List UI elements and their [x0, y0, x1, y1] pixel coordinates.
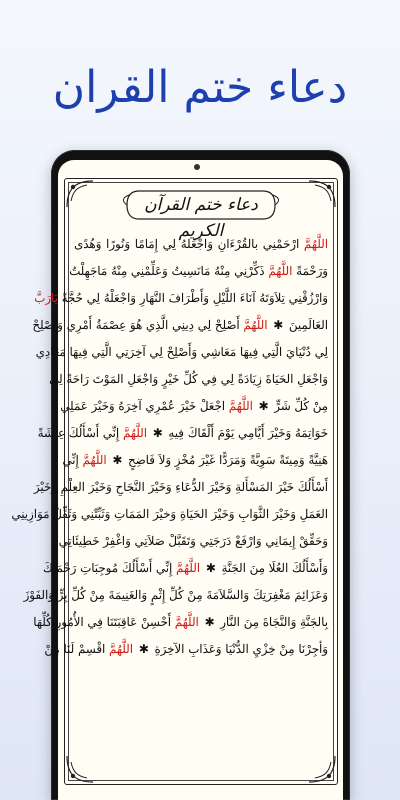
prayer-line	[23, 582, 328, 609]
corner-ornament-icon	[307, 179, 337, 209]
invocation-highlight: اللَّهُمَّ	[243, 318, 268, 332]
prayer-text-segment: إِنِّي أَسْأَلُكَ مُوجِبَاتِ رَحْمَتِكَ	[43, 561, 177, 575]
prayer-text-segment: وَأَسْأَلُكَ العُلَا مِنَ الجَنَّةِ	[217, 561, 328, 575]
invocation-highlight: اللَّهُمَّ	[303, 237, 328, 251]
prayer-line	[35, 339, 328, 366]
book-heading: دعاء ختم القرآن الكريم	[144, 195, 258, 241]
prayer-line	[43, 555, 328, 582]
prayer-text-segment: العَمَلِ وَخَيْرَ الثَّوَابِ وَخَيْرَ الحَيَاةِ وَخيْرَ المَمَاتِ وَثَبِّتْنِي وَثَقِّلْ مَوَازِينِي	[11, 507, 328, 521]
invocation-highlight: اللَّهُمَّ	[108, 642, 134, 656]
invocation-highlight: اللَّهُمَّ	[228, 399, 253, 413]
prayer-text-segment: خَوَاتِمَهُ وَخَيْرَ أَيَّامِي يَوْمَ أَلْقَاكَ فِيهِ	[164, 426, 328, 440]
prayer-text-segment: العَالَمِينَ	[285, 318, 328, 332]
prayer-line	[44, 636, 328, 663]
star-separator-icon: ✱	[112, 453, 123, 467]
prayer-text-segment: وَرَحْمَةً	[292, 264, 328, 278]
prayer-text-segment: وَحَقِّقْ إِيمَانِي وَارْفَعْ دَرَجَتِي وَتَقَبَّلْ صَلاَتِي وَاغْفِرْ خَطِيئَاتِي	[58, 534, 328, 548]
prayer-text-segment: ارْحَمْنِي بالقُرْءَانِ وَاجْعَلهُ لِي إِمَامًا وَنُورًا وَهُدًى	[74, 237, 304, 251]
page-frame	[11, 178, 338, 785]
prayer-text-segment: ذَكِّرْنِي مِنْهُ مَانَسِيتُ وَعَلِّمْنِي مِنْهُ مَاجَهِلْتُ	[69, 264, 269, 278]
prayer-line	[33, 609, 328, 636]
star-separator-icon: ✱	[273, 318, 284, 332]
prayer-line	[60, 393, 328, 420]
page-title: دعاء ختم القران	[52, 62, 348, 113]
prayer-text-segment: لِي دُنْيَايَ الَّتِي فِيهَا مَعَاشِي وَأَصْلِحْ لِي آخِرَتِي الَّتِي فِيهَا مَعَادِي	[35, 345, 328, 359]
prayer-line	[11, 501, 328, 528]
prayer-line	[32, 312, 328, 339]
prayer-text	[11, 231, 328, 663]
prayer-text-segment: بِالجَنَّةِ وَالنَّجَاةَ مِنَ النَّارِ	[216, 615, 328, 629]
prayer-text-segment: أَحْسِنْ عَاقِبَتَنَا فِي الأُمُورِ كُلِّهَا	[33, 615, 175, 629]
prayer-text-segment: وَارْزُقْنِي تِلاَوَتَهُ آنَاءَ اللَّيْلِ وَأَطْرَافَ النَّهَارِ وَاجْعَلْهُ لِي حُجَّةً	[57, 291, 328, 305]
prayer-text-segment: هَنِيَّةً وَمِيتَةً سَوِيَّةً وَمَرَدًّا غَيْرَ مُخْزٍ وَلاَ فَاضِحٍ	[124, 453, 328, 467]
star-separator-icon: ✱	[204, 615, 215, 629]
invocation-highlight: اللَّهُمَّ	[122, 426, 148, 440]
invocation-highlight: اللَّهُمَّ	[174, 615, 199, 629]
prayer-text-segment: وَأجِرْنَا مِنْ خِزْيِ الدُّنْيَا وَعَذَابِ الآخِرَةِ	[150, 642, 328, 656]
phone-screen[interactable]	[11, 160, 343, 800]
prayer-text-segment: اجْعَلْ خَيْرَ عُمْرِي آخِرَهُ وَخَيْرَ عَمَلِي	[60, 399, 229, 413]
prayer-line	[49, 366, 328, 393]
prayer-line	[34, 285, 328, 312]
front-camera-icon	[194, 164, 200, 170]
star-separator-icon: ✱	[258, 399, 269, 413]
prayer-text-segment: إِنِّي	[62, 453, 83, 467]
prayer-line	[69, 258, 328, 285]
prayer-text-segment: وَاجْعَلِ الحَيَاةَ زِيَادَةً لِي فِي كُلِّ خَيْرٍ وَاجْعَلِ المَوْتَ رَاحَةً لِي	[49, 372, 328, 386]
corner-ornament-icon	[307, 754, 337, 784]
prayer-text-segment: وَعَزَائِمَ مَغْفِرَتِكَ وَالسَّلاَمَةَ مِنْ كُلِّ إِثْمٍ وَالغَنِيمَةَ مِنْ كُلِّ بِرٍّ وَالفَوْزَ	[23, 588, 328, 602]
heading-cartouche	[125, 187, 277, 241]
prayer-line	[33, 474, 328, 501]
star-separator-icon: ✱	[152, 426, 163, 440]
prayer-line	[62, 447, 328, 474]
invocation-highlight: اللَّهُمَّ	[268, 264, 293, 278]
prayer-text-segment: اقْسِمْ لَنَا مِنْ	[44, 642, 109, 656]
prayer-text-segment: مِنْ كُلِّ شَرٍّ	[270, 399, 328, 413]
corner-ornament-icon	[65, 179, 95, 209]
prayer-line	[37, 420, 328, 447]
prayer-text-segment: أَسْأَلُكَ خَيْرَ المَسْأَلةِ وَخَيْرَ الدُّعَاءِ وَخَيْرَ النَّجَاحِ وَخَيْرَ العِلْمِ وَخَيْرَ	[33, 480, 328, 494]
star-separator-icon: ✱	[138, 642, 149, 656]
corner-ornament-icon	[65, 754, 95, 784]
prayer-line	[58, 528, 328, 555]
star-separator-icon: ✱	[205, 561, 216, 575]
invocation-highlight: يَارَبَّ	[34, 291, 58, 305]
prayer-text-segment: إِنِّي أَسْأَلُكَ عِيشَةً	[37, 426, 123, 440]
phone-mockup	[11, 150, 350, 800]
invocation-highlight: اللَّهُمَّ	[82, 453, 107, 467]
prayer-line	[74, 231, 328, 258]
prayer-text-segment: أَصْلِحْ لِي دِينِي الَّذِي هُوَ عِصْمَةُ أَمْرِي وَأَصْلِحْ	[32, 318, 244, 332]
invocation-highlight: اللَّهُمَّ	[176, 561, 201, 575]
